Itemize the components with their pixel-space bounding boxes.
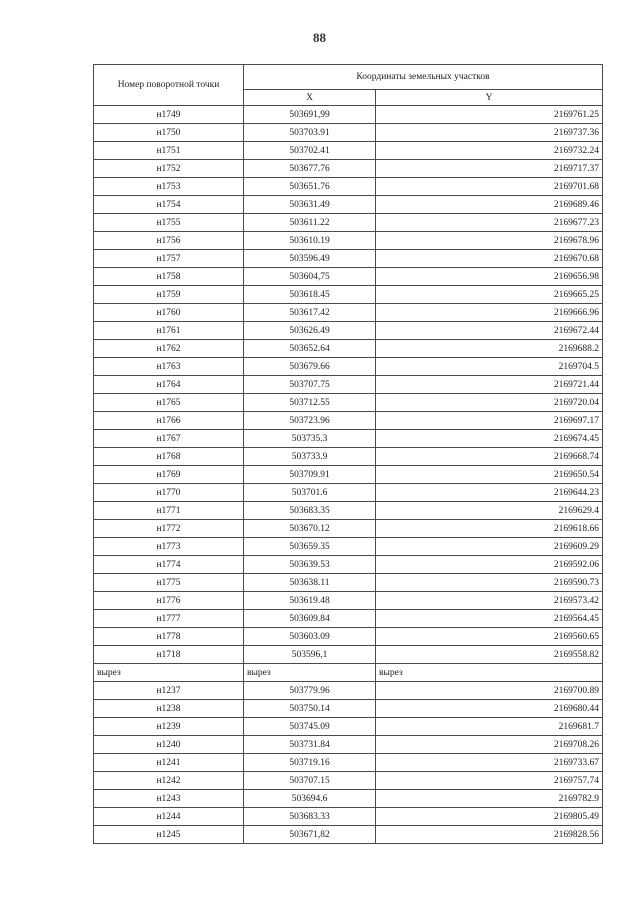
x-coordinate-cell: 503670.12 (244, 520, 376, 538)
y-coordinate-cell: 2169732.24 (376, 142, 603, 160)
point-number-cell: н1774 (94, 556, 244, 574)
table-row (94, 304, 603, 322)
y-coordinate-cell: 2169573.42 (376, 592, 603, 610)
x-coordinate-cell: 503609.84 (244, 610, 376, 628)
x-coordinate-cell: 503703.91 (244, 124, 376, 142)
y-coordinate-cell: 2169721.44 (376, 376, 603, 394)
x-coordinate-cell: 503701.6 (244, 484, 376, 502)
point-number-cell: н1755 (94, 214, 244, 232)
page-number: 88 (313, 30, 326, 45)
x-coordinate-cell: 503631.49 (244, 196, 376, 214)
point-number-cell: н1778 (94, 628, 244, 646)
y-coordinate-cell: 2169782.9 (376, 790, 603, 808)
point-number-cell: н1757 (94, 250, 244, 268)
point-number-cell: н1760 (94, 304, 244, 322)
y-coordinate-cell: 2169805.49 (376, 808, 603, 826)
y-coordinate-cell: 2169560.65 (376, 628, 603, 646)
x-coordinate-cell: 503731.84 (244, 736, 376, 754)
point-number-cell: н1767 (94, 430, 244, 448)
point-number-cell: н1756 (94, 232, 244, 250)
x-coordinate-cell: 503719.16 (244, 754, 376, 772)
table-row (94, 556, 603, 574)
y-coordinate-cell: 2169670.68 (376, 250, 603, 268)
point-number-cell: н1237 (94, 682, 244, 700)
x-coordinate-cell: 503707.15 (244, 772, 376, 790)
table-row (94, 592, 603, 610)
x-coordinate-cell: 503694.6 (244, 790, 376, 808)
point-number-cell: н1777 (94, 610, 244, 628)
x-coordinate-cell: 503709.91 (244, 466, 376, 484)
table-row (94, 700, 603, 718)
point-number-cell: н1775 (94, 574, 244, 592)
table-row (94, 232, 603, 250)
table-row (94, 538, 603, 556)
y-coordinate-cell: 2169665.25 (376, 286, 603, 304)
x-coordinate-cell: 503707.75 (244, 376, 376, 394)
point-number-cell: н1763 (94, 358, 244, 376)
point-number-header: Номер поворотной точки (94, 65, 244, 106)
cutout-y-cell: вырез (376, 664, 603, 682)
y-coordinate-cell: 2169609.29 (376, 538, 603, 556)
x-coordinate-cell: 503651.76 (244, 178, 376, 196)
y-coordinate-cell: 2169672.44 (376, 322, 603, 340)
table-row (94, 520, 603, 538)
x-coordinate-cell: 503611.22 (244, 214, 376, 232)
y-coordinate-cell: 2169677.23 (376, 214, 603, 232)
x-coordinate-cell: 503750.14 (244, 700, 376, 718)
y-coordinate-cell: 2169618.66 (376, 520, 603, 538)
table-row (94, 826, 603, 844)
table-row (94, 646, 603, 664)
y-coordinate-cell: 2169644.23 (376, 484, 603, 502)
y-coordinate-cell: 2169666.96 (376, 304, 603, 322)
table-row (94, 502, 603, 520)
table-body (94, 106, 603, 844)
table-row (94, 376, 603, 394)
y-coordinate-cell: 2169733.67 (376, 754, 603, 772)
point-number-cell: н1242 (94, 772, 244, 790)
x-coordinate-cell: 503617.42 (244, 304, 376, 322)
y-coordinate-cell: 2169558.82 (376, 646, 603, 664)
point-number-cell: н1751 (94, 142, 244, 160)
x-coordinate-cell: 503596.49 (244, 250, 376, 268)
table-row (94, 160, 603, 178)
point-number-cell: н1239 (94, 718, 244, 736)
x-coordinate-cell: 503604,75 (244, 268, 376, 286)
point-number-cell: н1749 (94, 106, 244, 124)
x-coordinate-cell: 503683.33 (244, 808, 376, 826)
table-row (94, 412, 603, 430)
point-number-cell: н1759 (94, 286, 244, 304)
x-coordinate-cell: 503639.53 (244, 556, 376, 574)
x-coordinate-cell: 503691,99 (244, 106, 376, 124)
point-number-cell: н1244 (94, 808, 244, 826)
point-number-cell: н1776 (94, 592, 244, 610)
y-coordinate-cell: 2169700.89 (376, 682, 603, 700)
table-row (94, 484, 603, 502)
cutout-row (94, 664, 603, 682)
table-row (94, 628, 603, 646)
x-coordinate-cell: 503603.09 (244, 628, 376, 646)
table-header-row (94, 65, 603, 90)
x-coordinate-cell: 503683.35 (244, 502, 376, 520)
y-coordinate-cell: 2169717.37 (376, 160, 603, 178)
table-row (94, 736, 603, 754)
y-coordinate-cell: 2169828.56 (376, 826, 603, 844)
table-row (94, 772, 603, 790)
point-number-cell: н1754 (94, 196, 244, 214)
y-coordinate-cell: 2169737.36 (376, 124, 603, 142)
table-row (94, 790, 603, 808)
x-coordinate-cell: 503702.41 (244, 142, 376, 160)
point-number-cell: н1240 (94, 736, 244, 754)
table-row (94, 286, 603, 304)
point-number-cell: н1243 (94, 790, 244, 808)
x-coordinate-cell: 503610.19 (244, 232, 376, 250)
point-number-cell: н1762 (94, 340, 244, 358)
x-coordinate-cell: 503626.49 (244, 322, 376, 340)
y-coordinate-cell: 2169704.5 (376, 358, 603, 376)
table-row (94, 448, 603, 466)
y-coordinate-cell: 2169629.4 (376, 502, 603, 520)
point-number-cell: н1238 (94, 700, 244, 718)
table-row (94, 178, 603, 196)
x-coordinate-cell: 503618.45 (244, 286, 376, 304)
table-row (94, 682, 603, 700)
y-coordinate-cell: 2169674.45 (376, 430, 603, 448)
table-row (94, 430, 603, 448)
cutout-x-cell: вырез (244, 664, 376, 682)
point-number-cell: н1241 (94, 754, 244, 772)
x-coordinate-cell: 503679.66 (244, 358, 376, 376)
y-coordinate-cell: 2169650.54 (376, 466, 603, 484)
point-number-cell: н1750 (94, 124, 244, 142)
point-number-cell: н1245 (94, 826, 244, 844)
x-coordinate-cell: 503735.3 (244, 430, 376, 448)
table-row (94, 466, 603, 484)
x-coordinate-cell: 503779.96 (244, 682, 376, 700)
x-coordinate-cell: 503733.9 (244, 448, 376, 466)
x-coordinate-cell: 503712.55 (244, 394, 376, 412)
y-coordinate-cell: 2169688.2 (376, 340, 603, 358)
point-number-cell: н1758 (94, 268, 244, 286)
coordinates-table (93, 64, 603, 844)
x-coordinate-cell: 503671,82 (244, 826, 376, 844)
y-coordinate-cell: 2169668.74 (376, 448, 603, 466)
table-row (94, 808, 603, 826)
y-coordinate-cell: 2169680.44 (376, 700, 603, 718)
y-coordinate-cell: 2169592.06 (376, 556, 603, 574)
point-number-cell: н1765 (94, 394, 244, 412)
table-row (94, 394, 603, 412)
point-number-cell: н1768 (94, 448, 244, 466)
y-coordinate-cell: 2169656.98 (376, 268, 603, 286)
y-coordinate-cell: 2169681.7 (376, 718, 603, 736)
x-coordinate-cell: 503652.64 (244, 340, 376, 358)
table-row (94, 142, 603, 160)
y-coordinate-cell: 2169697.17 (376, 412, 603, 430)
point-number-cell: н1766 (94, 412, 244, 430)
table-row (94, 718, 603, 736)
table-row (94, 322, 603, 340)
point-number-cell: н1770 (94, 484, 244, 502)
x-coordinate-cell: 503596,1 (244, 646, 376, 664)
table-row (94, 268, 603, 286)
x-coordinate-cell: 503638.11 (244, 574, 376, 592)
y-coordinate-cell: 2169701.68 (376, 178, 603, 196)
table-row (94, 196, 603, 214)
x-coordinate-cell: 503619.48 (244, 592, 376, 610)
table-row (94, 214, 603, 232)
point-number-cell: н1771 (94, 502, 244, 520)
table-row (94, 106, 603, 124)
point-number-cell: н1761 (94, 322, 244, 340)
y-column-header: Y (376, 90, 603, 106)
table-row (94, 610, 603, 628)
table-row (94, 358, 603, 376)
table-row (94, 124, 603, 142)
point-number-cell: н1764 (94, 376, 244, 394)
y-coordinate-cell: 2169689.46 (376, 196, 603, 214)
y-coordinate-cell: 2169590.73 (376, 574, 603, 592)
table-row (94, 250, 603, 268)
x-coordinate-cell: 503723.96 (244, 412, 376, 430)
point-number-cell: н1773 (94, 538, 244, 556)
x-coordinate-cell: 503659.35 (244, 538, 376, 556)
y-coordinate-cell: 2169761.25 (376, 106, 603, 124)
table-row (94, 340, 603, 358)
point-number-cell: н1772 (94, 520, 244, 538)
point-number-cell: н1718 (94, 646, 244, 664)
x-coordinate-cell: 503745.09 (244, 718, 376, 736)
y-coordinate-cell: 2169757.74 (376, 772, 603, 790)
y-coordinate-cell: 2169678.96 (376, 232, 603, 250)
table-row (94, 754, 603, 772)
y-coordinate-cell: 2169720.04 (376, 394, 603, 412)
y-coordinate-cell: 2169564.45 (376, 610, 603, 628)
table-row (94, 574, 603, 592)
point-number-cell: н1753 (94, 178, 244, 196)
x-column-header: X (244, 90, 376, 106)
coordinates-header: Координаты земельных участков (244, 65, 603, 90)
cutout-point-cell: вырез (94, 664, 244, 682)
x-coordinate-cell: 503677.76 (244, 160, 376, 178)
point-number-cell: н1752 (94, 160, 244, 178)
point-number-cell: н1769 (94, 466, 244, 484)
y-coordinate-cell: 2169708.26 (376, 736, 603, 754)
